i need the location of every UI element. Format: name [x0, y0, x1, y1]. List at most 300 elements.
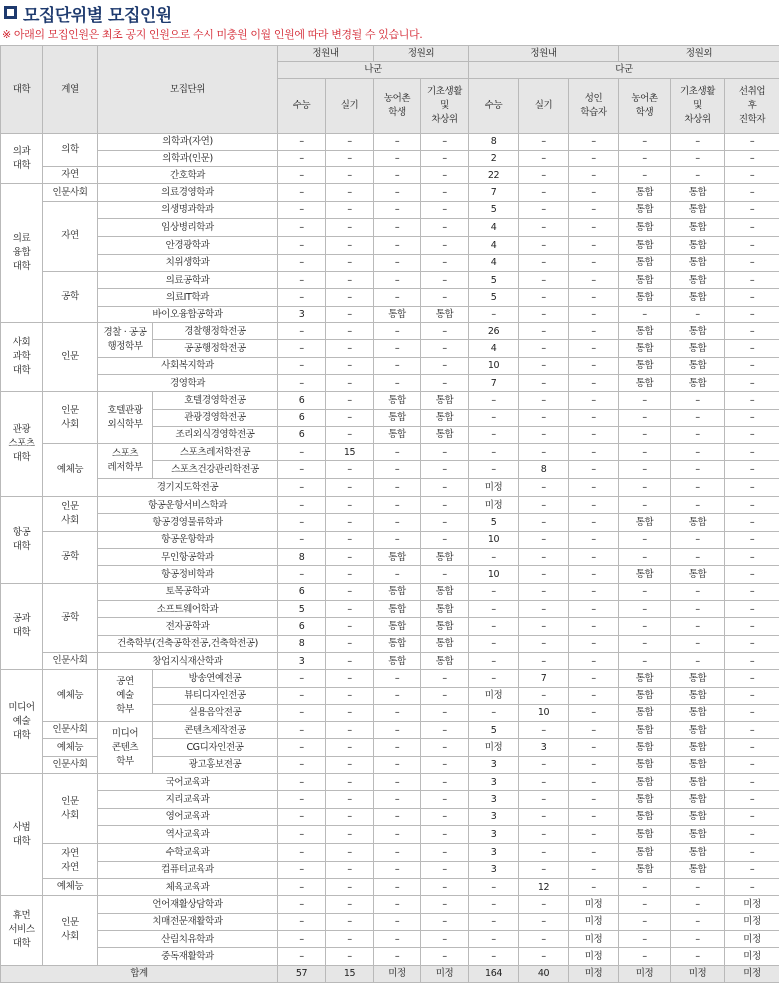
unit-name: 항공운항학과: [98, 531, 278, 548]
quota-value: –: [671, 618, 725, 635]
quota-value: 6: [278, 618, 326, 635]
unit-name: 치매전문재활학과: [98, 913, 278, 930]
quota-value: –: [326, 930, 374, 947]
quota-value: 10: [469, 357, 519, 374]
quota-value: –: [569, 566, 619, 583]
unit-name: 호텔경영학전공: [153, 392, 278, 409]
header-gun-da: 다군: [469, 62, 779, 78]
quota-value: –: [421, 566, 469, 583]
quota-value: –: [421, 478, 469, 496]
quota-value: –: [278, 844, 326, 861]
quota-value: 미정: [725, 896, 779, 913]
table-row: [1, 219, 779, 237]
quota-value: –: [421, 670, 469, 687]
quota-value: 통합: [619, 774, 671, 791]
quota-value: –: [619, 444, 671, 461]
table-row: [1, 167, 779, 184]
quota-value: 통합: [421, 306, 469, 322]
quota-value: –: [671, 635, 725, 652]
quota-value: –: [671, 392, 725, 409]
quota-value: –: [519, 497, 569, 514]
quota-value: –: [421, 930, 469, 947]
quota-value: –: [469, 549, 519, 566]
quota-value: –: [671, 652, 725, 669]
quota-value: –: [619, 896, 671, 913]
table-row: [1, 272, 779, 289]
table-row: [1, 254, 779, 271]
quota-value: 통합: [671, 374, 725, 391]
quota-value: 4: [469, 340, 519, 357]
unit-name: 경기지도학전공: [98, 478, 278, 496]
quota-value: –: [278, 531, 326, 548]
quota-value: –: [619, 306, 671, 322]
quota-value: 8: [519, 461, 569, 478]
quota-value: –: [569, 531, 619, 548]
total-value: 미정: [725, 965, 779, 982]
quota-value: –: [569, 878, 619, 895]
quota-value: 통합: [374, 652, 421, 669]
quota-value: 5: [469, 272, 519, 289]
quota-value: 22: [469, 167, 519, 184]
unit-name: 중독재활학과: [98, 948, 278, 965]
college-cell: 관광 스포츠 대학: [1, 392, 43, 497]
quota-value: –: [278, 808, 326, 825]
quota-value: –: [569, 670, 619, 687]
quota-value: 통합: [374, 426, 421, 443]
quota-value: –: [671, 583, 725, 600]
quota-value: 통합: [671, 808, 725, 825]
quota-value: –: [569, 201, 619, 218]
quota-value: –: [519, 478, 569, 496]
track-cell: 인문사회: [43, 722, 98, 739]
track-cell: 예체능: [43, 739, 98, 756]
unit-name: 영어교육과: [98, 808, 278, 825]
total-row: [1, 965, 779, 982]
quota-value: –: [374, 844, 421, 861]
quota-value: 미정: [725, 930, 779, 947]
quota-value: 통합: [671, 184, 725, 201]
quota-value: –: [374, 254, 421, 271]
quota-value: –: [569, 237, 619, 254]
quota-value: 3: [469, 756, 519, 773]
quota-value: –: [469, 600, 519, 617]
header-in-quota-na: 정원내: [278, 46, 374, 62]
quota-value: –: [569, 583, 619, 600]
quota-value: –: [519, 531, 569, 548]
quota-value: –: [619, 409, 671, 426]
quota-value: –: [374, 461, 421, 478]
quota-value: 통합: [619, 201, 671, 218]
header-col-2: 농어촌 학생: [374, 78, 421, 133]
quota-value: 통합: [671, 219, 725, 237]
quota-value: 통합: [619, 184, 671, 201]
quota-value: –: [374, 289, 421, 306]
division-cell: 스포츠 레저학부: [98, 444, 153, 479]
quota-value: –: [725, 704, 779, 721]
quota-value: –: [326, 861, 374, 878]
quota-value: –: [619, 497, 671, 514]
quota-value: –: [326, 306, 374, 322]
quota-value: –: [469, 392, 519, 409]
quota-value: –: [569, 808, 619, 825]
quota-value: –: [725, 549, 779, 566]
quota-value: –: [374, 670, 421, 687]
quota-value: –: [374, 774, 421, 791]
quota-value: –: [569, 219, 619, 237]
quota-value: –: [569, 254, 619, 271]
header-out-quota-da: 정원외: [619, 46, 779, 62]
division-cell: 미디어 콘텐츠 학부: [98, 722, 153, 774]
total-value: 40: [519, 965, 569, 982]
quota-value: –: [569, 409, 619, 426]
quota-value: –: [469, 913, 519, 930]
track-cell: 인문 사회: [43, 497, 98, 532]
quota-value: –: [278, 322, 326, 339]
quota-value: –: [725, 167, 779, 184]
unit-name: 항공정비학과: [98, 566, 278, 583]
quota-value: 3: [469, 808, 519, 825]
quota-value: –: [671, 600, 725, 617]
unit-name: 경찰행정학전공: [153, 322, 278, 339]
unit-name: 전자공학과: [98, 618, 278, 635]
quota-value: 통합: [619, 272, 671, 289]
quota-value: –: [569, 322, 619, 339]
quota-value: –: [469, 704, 519, 721]
quota-value: –: [619, 167, 671, 184]
quota-value: –: [671, 426, 725, 443]
quota-value: 통합: [671, 272, 725, 289]
quota-value: –: [725, 219, 779, 237]
track-cell: 자연 자연: [43, 844, 98, 879]
quota-value: –: [421, 167, 469, 184]
quota-value: –: [725, 687, 779, 704]
quota-value: 통합: [374, 635, 421, 652]
quota-value: 통합: [671, 739, 725, 756]
quota-value: –: [374, 808, 421, 825]
quota-value: 3: [278, 306, 326, 322]
quota-value: –: [278, 756, 326, 773]
quota-value: 미정: [469, 497, 519, 514]
unit-name: 건축학부(건축공학전공,건축학전공): [98, 635, 278, 652]
total-value: 미정: [619, 965, 671, 982]
table-row: [1, 722, 779, 739]
header-col-0: 수능: [278, 78, 326, 133]
quota-value: –: [469, 652, 519, 669]
quota-value: 통합: [671, 254, 725, 271]
quota-value: –: [421, 374, 469, 391]
table-row: [1, 861, 779, 878]
quota-value: –: [725, 531, 779, 548]
quota-value: –: [469, 409, 519, 426]
unit-name: 수학교육과: [98, 844, 278, 861]
quota-value: –: [569, 774, 619, 791]
table-row: [1, 948, 779, 965]
quota-value: –: [374, 687, 421, 704]
quota-value: –: [421, 254, 469, 271]
header-track: 계열: [43, 46, 98, 134]
quota-value: –: [725, 392, 779, 409]
quota-value: –: [374, 739, 421, 756]
quota-value: 통합: [619, 826, 671, 844]
quota-value: –: [569, 600, 619, 617]
quota-value: –: [421, 461, 469, 478]
quota-value: –: [278, 930, 326, 947]
unit-name: 안경광학과: [98, 237, 278, 254]
table-row: [1, 826, 779, 844]
quota-value: 8: [278, 549, 326, 566]
quota-value: 통합: [671, 704, 725, 721]
quota-value: –: [278, 704, 326, 721]
track-cell: 의학: [43, 133, 98, 167]
quota-value: 통합: [421, 409, 469, 426]
quota-value: –: [326, 272, 374, 289]
quota-value: 통합: [421, 618, 469, 635]
quota-value: –: [725, 374, 779, 391]
quota-value: –: [374, 878, 421, 895]
quota-value: –: [569, 184, 619, 201]
quota-value: –: [326, 237, 374, 254]
quota-value: –: [326, 409, 374, 426]
quota-value: –: [421, 497, 469, 514]
unit-name: 컴퓨터교육과: [98, 861, 278, 878]
quota-value: 통합: [619, 237, 671, 254]
table-row: [1, 549, 779, 566]
quota-value: –: [326, 878, 374, 895]
quota-value: –: [569, 652, 619, 669]
quota-value: –: [569, 289, 619, 306]
quota-value: 7: [469, 374, 519, 391]
table-row: [1, 774, 779, 791]
quota-value: –: [421, 774, 469, 791]
quota-value: –: [326, 497, 374, 514]
quota-value: 10: [469, 566, 519, 583]
quota-value: –: [326, 201, 374, 218]
quota-value: –: [326, 184, 374, 201]
quota-value: 통합: [671, 826, 725, 844]
unit-name: 지리교육과: [98, 791, 278, 808]
quota-value: –: [374, 150, 421, 166]
quota-value: –: [421, 861, 469, 878]
quota-value: –: [469, 444, 519, 461]
quota-value: 3: [278, 652, 326, 669]
quota-value: –: [326, 150, 374, 166]
quota-value: –: [569, 306, 619, 322]
quota-value: –: [671, 478, 725, 496]
header-gun-na: 나군: [278, 62, 469, 78]
unit-name: 광고홍보전공: [153, 756, 278, 773]
quota-value: –: [421, 878, 469, 895]
quota-value: –: [421, 826, 469, 844]
quota-value: –: [619, 583, 671, 600]
quota-value: –: [421, 237, 469, 254]
quota-value: 통합: [421, 392, 469, 409]
unit-name: 임상병리학과: [98, 219, 278, 237]
table-row: [1, 566, 779, 583]
track-cell: 자연: [43, 167, 98, 184]
quota-value: –: [421, 133, 469, 150]
quota-value: –: [278, 913, 326, 930]
quota-value: –: [326, 722, 374, 739]
quota-value: –: [519, 826, 569, 844]
quota-value: –: [326, 687, 374, 704]
unit-name: 토목공학과: [98, 583, 278, 600]
table-row: [1, 583, 779, 600]
quota-value: 6: [278, 409, 326, 426]
quota-value: –: [278, 861, 326, 878]
quota-value: –: [519, 722, 569, 739]
quota-value: –: [519, 635, 569, 652]
quota-value: –: [326, 704, 374, 721]
quota-value: –: [519, 444, 569, 461]
quota-value: –: [278, 461, 326, 478]
quota-value: 통합: [374, 392, 421, 409]
quota-value: –: [278, 687, 326, 704]
quota-value: –: [519, 844, 569, 861]
quota-value: –: [519, 167, 569, 184]
quota-value: –: [725, 254, 779, 271]
quota-value: –: [374, 566, 421, 583]
quota-value: –: [519, 392, 569, 409]
table-row: [1, 844, 779, 861]
track-cell: 인문 사회: [43, 774, 98, 844]
quota-value: –: [278, 254, 326, 271]
quota-value: –: [278, 374, 326, 391]
quota-value: 4: [469, 219, 519, 237]
quota-value: –: [725, 514, 779, 531]
quota-value: –: [519, 549, 569, 566]
total-value: 미정: [569, 965, 619, 982]
quota-value: –: [326, 652, 374, 669]
unit-name: 의료경영학과: [98, 184, 278, 201]
quota-value: –: [725, 444, 779, 461]
quota-value: –: [421, 791, 469, 808]
unit-name: 스포츠건강관리학전공: [153, 461, 278, 478]
table-row: [1, 322, 779, 339]
table-row: [1, 133, 779, 150]
quota-value: –: [374, 861, 421, 878]
quota-value: –: [725, 237, 779, 254]
quota-value: –: [725, 583, 779, 600]
quota-value: –: [725, 272, 779, 289]
quota-value: –: [374, 791, 421, 808]
quota-value: –: [278, 791, 326, 808]
quota-value: –: [619, 948, 671, 965]
quota-value: –: [725, 497, 779, 514]
quota-value: –: [278, 826, 326, 844]
quota-value: –: [374, 514, 421, 531]
quota-value: 통합: [619, 861, 671, 878]
quota-value: –: [469, 878, 519, 895]
quota-value: 통합: [421, 426, 469, 443]
quota-value: –: [619, 133, 671, 150]
quota-value: –: [569, 426, 619, 443]
quota-value: 8: [278, 635, 326, 652]
quota-value: –: [421, 739, 469, 756]
quota-value: –: [374, 201, 421, 218]
quota-value: 5: [469, 514, 519, 531]
quota-value: –: [725, 861, 779, 878]
quota-value: –: [519, 618, 569, 635]
table-row: [1, 237, 779, 254]
quota-value: –: [519, 774, 569, 791]
quota-value: 통합: [671, 340, 725, 357]
quota-value: –: [569, 478, 619, 496]
quota-value: –: [671, 896, 725, 913]
quota-value: 7: [519, 670, 569, 687]
quota-value: 통합: [671, 774, 725, 791]
quota-value: –: [671, 948, 725, 965]
quota-value: –: [469, 461, 519, 478]
unit-name: 무인항공학과: [98, 549, 278, 566]
quota-value: 통합: [374, 600, 421, 617]
college-cell: 의과 대학: [1, 133, 43, 184]
table-row: [1, 896, 779, 913]
quota-value: –: [725, 756, 779, 773]
table-row: [1, 878, 779, 895]
quota-value: –: [671, 930, 725, 947]
quota-value: –: [569, 844, 619, 861]
quota-value: –: [278, 739, 326, 756]
quota-value: 통합: [671, 322, 725, 339]
quota-value: –: [326, 913, 374, 930]
quota-value: –: [374, 948, 421, 965]
notice-text: ※ 아래의 모집인원은 최초 공지 인원으로 수시 미충원 이월 인원에 따라 변경될 수 있습니다.: [2, 28, 423, 41]
total-value: 15: [326, 965, 374, 982]
quota-value: –: [278, 184, 326, 201]
quota-value: 통합: [671, 791, 725, 808]
unit-name: 콘텐츠제작전공: [153, 722, 278, 739]
quota-value: –: [326, 600, 374, 617]
quota-value: –: [469, 583, 519, 600]
track-cell: 인문사회: [43, 184, 98, 201]
admission-quota-table: [0, 45, 779, 983]
quota-value: 12: [519, 878, 569, 895]
quota-value: –: [519, 426, 569, 443]
quota-value: –: [619, 635, 671, 652]
quota-value: 통합: [671, 514, 725, 531]
table-row: [1, 600, 779, 617]
quota-value: –: [421, 357, 469, 374]
quota-value: –: [421, 272, 469, 289]
college-cell: 사범 대학: [1, 774, 43, 896]
quota-value: –: [326, 756, 374, 773]
header-col-6: 성인 학습자: [569, 78, 619, 133]
quota-value: 미정: [569, 896, 619, 913]
quota-value: –: [569, 739, 619, 756]
quota-value: –: [519, 600, 569, 617]
quota-value: 3: [519, 739, 569, 756]
quota-value: –: [619, 930, 671, 947]
quota-value: –: [519, 896, 569, 913]
quota-value: –: [671, 133, 725, 150]
unit-name: 역사교육과: [98, 826, 278, 844]
total-value: 미정: [374, 965, 421, 982]
quota-value: 통합: [671, 357, 725, 374]
quota-value: –: [421, 896, 469, 913]
track-cell: 예체능: [43, 878, 98, 895]
track-cell: 인문 사회: [43, 392, 98, 444]
table-row: [1, 289, 779, 306]
quota-value: 통합: [671, 844, 725, 861]
unit-name: 의료공학과: [98, 272, 278, 289]
quota-value: –: [278, 167, 326, 184]
college-cell: 미디어 예술 대학: [1, 670, 43, 774]
unit-name: 창업지식재산학과: [98, 652, 278, 669]
quota-value: –: [519, 687, 569, 704]
quota-value: –: [569, 861, 619, 878]
total-value: 164: [469, 965, 519, 982]
unit-name: 의생명과학과: [98, 201, 278, 218]
